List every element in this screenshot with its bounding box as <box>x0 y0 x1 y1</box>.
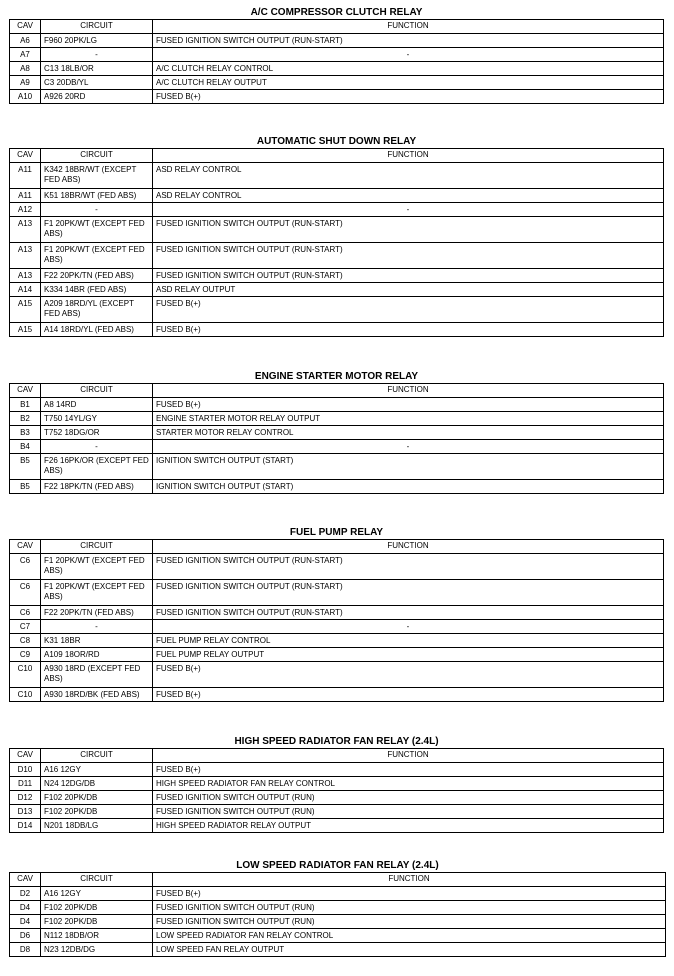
circuit-cell: A109 18OR/RD <box>41 648 153 662</box>
cav-cell: A13 <box>10 269 41 283</box>
function-cell: ASD RELAY CONTROL <box>153 163 664 189</box>
circuit-cell: C13 18LB/OR <box>41 62 153 76</box>
cav-cell: B3 <box>10 426 41 440</box>
function-cell: FUSED IGNITION SWITCH OUTPUT (RUN) <box>153 915 666 929</box>
circuit-cell: F102 20PK/DB <box>41 805 153 819</box>
circuit-cell: F1 20PK/WT (EXCEPT FED ABS) <box>41 580 153 606</box>
table-header-row <box>10 540 664 554</box>
function-cell: FUSED B(+) <box>153 398 664 412</box>
cav-cell: A15 <box>10 297 41 323</box>
relay-section <box>9 527 663 702</box>
table-row <box>10 283 664 297</box>
table-row <box>10 929 666 943</box>
table-row <box>10 943 666 957</box>
function-cell: A/C CLUTCH RELAY OUTPUT <box>153 76 664 90</box>
function-cell: HIGH SPEED RADIATOR FAN RELAY CONTROL <box>153 777 664 791</box>
circuit-cell: F102 20PK/DB <box>41 791 153 805</box>
function-header: FUNCTION <box>153 149 664 163</box>
cav-cell: D14 <box>10 819 41 833</box>
circuit-cell: N201 18DB/LG <box>41 819 153 833</box>
cav-cell: A9 <box>10 76 41 90</box>
function-cell: FUSED IGNITION SWITCH OUTPUT (RUN-START) <box>153 217 664 243</box>
cav-cell: C8 <box>10 634 41 648</box>
table-header-row <box>10 149 664 163</box>
table-header-row <box>10 384 664 398</box>
section-title: A/C COMPRESSOR CLUTCH RELAY <box>250 7 423 18</box>
circuit-cell: K342 18BR/WT (EXCEPT FED ABS) <box>41 163 153 189</box>
section-title: HIGH SPEED RADIATOR FAN RELAY (2.4L) <box>234 736 439 747</box>
circuit-cell: A16 12GY <box>41 763 153 777</box>
cav-cell: D11 <box>10 777 41 791</box>
table-row <box>10 480 664 494</box>
cav-cell: C10 <box>10 688 41 702</box>
cav-cell: B2 <box>10 412 41 426</box>
table-header-row <box>10 749 664 763</box>
circuit-cell: A930 18RD/BK (FED ABS) <box>41 688 153 702</box>
cav-cell: A13 <box>10 243 41 269</box>
table-row <box>10 34 664 48</box>
function-cell: - <box>153 48 664 62</box>
section-title: AUTOMATIC SHUT DOWN RELAY <box>256 136 417 147</box>
circuit-cell: T752 18DG/OR <box>41 426 153 440</box>
cav-cell: C6 <box>10 554 41 580</box>
cav-cell: A14 <box>10 283 41 297</box>
function-header: FUNCTION <box>153 384 664 398</box>
function-cell: FUSED B(+) <box>153 688 664 702</box>
function-header: FUNCTION <box>153 20 664 34</box>
pinout-table <box>9 19 664 104</box>
circuit-header: CIRCUIT <box>41 149 153 163</box>
table-row <box>10 90 664 104</box>
function-cell: FUSED IGNITION SWITCH OUTPUT (RUN-START) <box>153 606 664 620</box>
circuit-header: CIRCUIT <box>41 749 153 763</box>
cav-cell: B1 <box>10 398 41 412</box>
table-row <box>10 323 664 337</box>
function-cell: FUSED IGNITION SWITCH OUTPUT (RUN-START) <box>153 554 664 580</box>
function-cell: FUSED B(+) <box>153 90 664 104</box>
circuit-cell: F102 20PK/DB <box>41 901 153 915</box>
cav-header: CAV <box>10 384 41 398</box>
function-cell: FUSED B(+) <box>153 763 664 777</box>
table-row <box>10 297 664 323</box>
function-cell: ASD RELAY CONTROL <box>153 189 664 203</box>
circuit-header: CIRCUIT <box>41 540 153 554</box>
table-row <box>10 648 664 662</box>
function-cell: FUEL PUMP RELAY CONTROL <box>153 634 664 648</box>
table-row <box>10 163 664 189</box>
circuit-cell: F26 16PK/OR (EXCEPT FED ABS) <box>41 454 153 480</box>
relay-section <box>9 7 663 104</box>
table-row <box>10 819 664 833</box>
cav-header: CAV <box>10 149 41 163</box>
function-cell: IGNITION SWITCH OUTPUT (START) <box>153 454 664 480</box>
cav-header: CAV <box>10 749 41 763</box>
circuit-cell: F22 18PK/TN (FED ABS) <box>41 480 153 494</box>
circuit-cell: F1 20PK/WT (EXCEPT FED ABS) <box>41 554 153 580</box>
table-row <box>10 398 664 412</box>
table-row <box>10 901 666 915</box>
circuit-cell: - <box>41 48 153 62</box>
circuit-cell: K334 14BR (FED ABS) <box>41 283 153 297</box>
table-row <box>10 606 664 620</box>
table-row <box>10 554 664 580</box>
function-cell: LOW SPEED FAN RELAY OUTPUT <box>153 943 666 957</box>
table-row <box>10 791 664 805</box>
circuit-cell: A926 20RD <box>41 90 153 104</box>
function-cell: FUSED IGNITION SWITCH OUTPUT (RUN) <box>153 805 664 819</box>
function-header: FUNCTION <box>153 749 664 763</box>
circuit-header: CIRCUIT <box>41 384 153 398</box>
circuit-header: CIRCUIT <box>41 873 153 887</box>
cav-header: CAV <box>10 20 41 34</box>
function-cell: FUSED B(+) <box>153 662 664 688</box>
cav-cell: C7 <box>10 620 41 634</box>
pinout-table <box>9 148 664 337</box>
pinout-table <box>9 383 664 494</box>
function-cell: FUSED IGNITION SWITCH OUTPUT (RUN-START) <box>153 243 664 269</box>
table-row <box>10 763 664 777</box>
cav-cell: A8 <box>10 62 41 76</box>
function-cell: FUSED IGNITION SWITCH OUTPUT (RUN-START) <box>153 580 664 606</box>
function-cell: FUSED B(+) <box>153 323 664 337</box>
cav-cell: C6 <box>10 580 41 606</box>
circuit-cell: F102 20PK/DB <box>41 915 153 929</box>
cav-cell: A10 <box>10 90 41 104</box>
table-row <box>10 620 664 634</box>
cav-cell: C10 <box>10 662 41 688</box>
function-cell: HIGH SPEED RADIATOR RELAY OUTPUT <box>153 819 664 833</box>
cav-header: CAV <box>10 540 41 554</box>
relay-section <box>9 860 665 957</box>
section-title: LOW SPEED RADIATOR FAN RELAY (2.4L) <box>236 860 439 871</box>
pinout-table <box>9 872 666 957</box>
circuit-header: CIRCUIT <box>41 20 153 34</box>
relay-section <box>9 136 663 337</box>
relay-section <box>9 736 663 833</box>
cav-cell: D2 <box>10 887 41 901</box>
cav-cell: A11 <box>10 163 41 189</box>
circuit-cell: T750 14YL/GY <box>41 412 153 426</box>
table-row <box>10 887 666 901</box>
function-cell: ENGINE STARTER MOTOR RELAY OUTPUT <box>153 412 664 426</box>
circuit-cell: A8 14RD <box>41 398 153 412</box>
function-cell: LOW SPEED RADIATOR FAN RELAY CONTROL <box>153 929 666 943</box>
cav-cell: D4 <box>10 915 41 929</box>
circuit-cell: - <box>41 620 153 634</box>
function-cell: FUSED IGNITION SWITCH OUTPUT (RUN) <box>153 791 664 805</box>
table-row <box>10 662 664 688</box>
function-cell: FUSED B(+) <box>153 297 664 323</box>
circuit-cell: A209 18RD/YL (EXCEPT FED ABS) <box>41 297 153 323</box>
cav-cell: D8 <box>10 943 41 957</box>
cav-cell: D10 <box>10 763 41 777</box>
table-row <box>10 426 664 440</box>
cav-cell: A15 <box>10 323 41 337</box>
circuit-cell: N112 18DB/OR <box>41 929 153 943</box>
circuit-cell: A16 12GY <box>41 887 153 901</box>
cav-cell: C9 <box>10 648 41 662</box>
table-row <box>10 243 664 269</box>
table-header-row <box>10 20 664 34</box>
table-row <box>10 62 664 76</box>
function-cell: ASD RELAY OUTPUT <box>153 283 664 297</box>
function-cell: FUSED IGNITION SWITCH OUTPUT (RUN) <box>153 901 666 915</box>
function-cell: - <box>153 440 664 454</box>
table-row <box>10 580 664 606</box>
table-header-row <box>10 873 666 887</box>
circuit-cell: A14 18RD/YL (FED ABS) <box>41 323 153 337</box>
function-cell: - <box>153 203 664 217</box>
function-cell: STARTER MOTOR RELAY CONTROL <box>153 426 664 440</box>
function-cell: FUSED IGNITION SWITCH OUTPUT (RUN-START) <box>153 34 664 48</box>
table-row <box>10 454 664 480</box>
circuit-cell: A930 18RD (EXCEPT FED ABS) <box>41 662 153 688</box>
circuit-cell: N23 12DB/DG <box>41 943 153 957</box>
circuit-cell: N24 12DG/DB <box>41 777 153 791</box>
relay-section <box>9 371 663 494</box>
table-row <box>10 217 664 243</box>
cav-cell: C6 <box>10 606 41 620</box>
cav-cell: A11 <box>10 189 41 203</box>
cav-cell: D4 <box>10 901 41 915</box>
table-row <box>10 76 664 90</box>
circuit-cell: F1 20PK/WT (EXCEPT FED ABS) <box>41 243 153 269</box>
function-cell: IGNITION SWITCH OUTPUT (START) <box>153 480 664 494</box>
function-cell: A/C CLUTCH RELAY CONTROL <box>153 62 664 76</box>
section-title: ENGINE STARTER MOTOR RELAY <box>254 371 419 382</box>
cav-header: CAV <box>10 873 41 887</box>
cav-cell: A12 <box>10 203 41 217</box>
circuit-cell: F22 20PK/TN (FED ABS) <box>41 606 153 620</box>
pinout-table <box>9 539 664 702</box>
function-cell: - <box>153 620 664 634</box>
cav-cell: A13 <box>10 217 41 243</box>
section-title: FUEL PUMP RELAY <box>289 527 384 538</box>
table-row <box>10 189 664 203</box>
function-cell: FUEL PUMP RELAY OUTPUT <box>153 648 664 662</box>
table-row <box>10 688 664 702</box>
circuit-cell: F960 20PK/LG <box>41 34 153 48</box>
circuit-cell: F22 20PK/TN (FED ABS) <box>41 269 153 283</box>
table-row <box>10 48 664 62</box>
pinout-table <box>9 748 664 833</box>
table-row <box>10 777 664 791</box>
table-row <box>10 269 664 283</box>
cav-cell: A6 <box>10 34 41 48</box>
function-header: FUNCTION <box>153 540 664 554</box>
circuit-cell: - <box>41 203 153 217</box>
table-row <box>10 805 664 819</box>
circuit-cell: K31 18BR <box>41 634 153 648</box>
cav-cell: B4 <box>10 440 41 454</box>
cav-cell: D6 <box>10 929 41 943</box>
function-cell: FUSED IGNITION SWITCH OUTPUT (RUN-START) <box>153 269 664 283</box>
table-row <box>10 915 666 929</box>
function-cell: FUSED B(+) <box>153 887 666 901</box>
cav-cell: B5 <box>10 454 41 480</box>
cav-cell: D13 <box>10 805 41 819</box>
function-header: FUNCTION <box>153 873 666 887</box>
table-row <box>10 440 664 454</box>
table-row <box>10 634 664 648</box>
circuit-cell: C3 20DB/YL <box>41 76 153 90</box>
cav-cell: A7 <box>10 48 41 62</box>
circuit-cell: K51 18BR/WT (FED ABS) <box>41 189 153 203</box>
cav-cell: D12 <box>10 791 41 805</box>
cav-cell: B5 <box>10 480 41 494</box>
circuit-cell: F1 20PK/WT (EXCEPT FED ABS) <box>41 217 153 243</box>
table-row <box>10 412 664 426</box>
circuit-cell: - <box>41 440 153 454</box>
table-row <box>10 203 664 217</box>
